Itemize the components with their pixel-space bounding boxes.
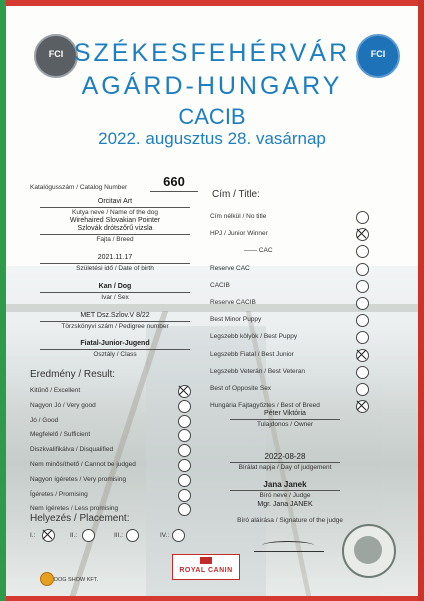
pedigree-value: MET Dsz.Szlov.V 8/22 — [80, 312, 150, 319]
royal-canin-text: ROYAL CANIN — [179, 567, 233, 574]
title-item-label: Legszebb Fiatal / Best Junior — [210, 350, 294, 358]
result-item-label: Jó / Good — [30, 416, 59, 424]
result-checkbox[interactable] — [178, 415, 191, 428]
title-item-label: Reserve CAC — [210, 264, 250, 272]
right-border — [418, 0, 424, 601]
title-checkbox[interactable] — [356, 245, 369, 258]
placement-checkbox[interactable] — [82, 529, 95, 542]
placement-item-label: IV.: — [160, 532, 170, 539]
judge-name-value: Jana Janek — [263, 480, 307, 489]
dog-name-label: Kutya neve / Name of the dog — [72, 209, 158, 216]
result-checkbox[interactable] — [178, 459, 191, 472]
header-show-type: CACIB — [178, 104, 246, 129]
dogshow-logo — [40, 572, 54, 586]
result-item-label: Nem minősíthető / Cannot be judged — [30, 461, 136, 468]
fci-logo-left: FCI — [34, 34, 78, 78]
judge-stamp: Mgr. Jana JANEK — [257, 501, 313, 508]
title-item-label: Best Minor Puppy — [210, 316, 262, 324]
result-checkbox-cross — [178, 385, 189, 396]
owner-value: Péter Viktória — [264, 410, 306, 417]
owner-line — [230, 419, 340, 420]
result-checkbox[interactable] — [178, 474, 191, 487]
header-date: 2022. augusztus 28. vasárnap — [98, 129, 326, 148]
seal-emblem — [354, 536, 382, 564]
dob-label: Születési idő / Date of birth — [76, 265, 154, 272]
result-item-label: Diszkvalifikálva / Disqualified — [30, 446, 114, 454]
class-label: Osztály / Class — [93, 351, 137, 358]
breed-value-en: Wirehaired Slovakian Pointer — [69, 217, 161, 224]
pedigree-label: Törzskönyvi szám / Pedigree number — [61, 323, 169, 330]
placement-item-label: I.: — [30, 532, 36, 539]
dog-name-line — [40, 207, 190, 208]
class-line — [40, 349, 190, 350]
title-item-label: HPJ / Junior Winner — [210, 230, 268, 238]
placement-checkbox-cross — [42, 529, 53, 540]
sex-label: Ivar / Sex — [101, 294, 129, 301]
pedigree-line — [40, 321, 190, 322]
catalog-number-value: 660 — [163, 174, 185, 189]
title-item-label: Legszebb kölyök / Best Puppy — [210, 333, 298, 341]
result-item-label: Nagyon Jó / Very good — [30, 401, 96, 409]
dog-name-value: Orcitavi Art — [97, 198, 133, 205]
catalog-number-line — [150, 191, 198, 192]
breed-label: Fajta / Breed — [96, 236, 134, 243]
catalog-number-label: Katalógusszám / Catalog Number — [30, 184, 128, 191]
result-item-label: Ígéretes / Promising — [30, 490, 88, 498]
royal-canin-logo — [172, 554, 240, 580]
title-checkbox-cross — [356, 349, 367, 360]
result-heading: Eredmény / Result: — [30, 369, 116, 380]
result-checkbox[interactable] — [178, 489, 191, 502]
placement-item-label: II.: — [70, 532, 78, 539]
certificate-sheet — [6, 6, 418, 596]
judgement-date-value: 2022-08-28 — [264, 452, 306, 461]
placement-checkbox[interactable] — [172, 529, 185, 542]
header-city: SZÉKESFEHÉRVÁR — [73, 39, 351, 67]
title-checkbox-cross — [356, 400, 367, 411]
title-heading: Cím / Title: — [212, 189, 260, 200]
title-checkbox[interactable] — [356, 383, 369, 396]
class-value: Fiatal-Junior-Jugend — [80, 340, 150, 347]
title-item-label: Legszebb Veterán / Best Veteran — [210, 367, 306, 375]
title-checkbox[interactable] — [356, 263, 369, 276]
title-checkbox[interactable] — [356, 211, 369, 224]
title-item-label: Hungária Fajtagyőztes / Best of Breed — [210, 402, 320, 410]
judge-name-line — [230, 490, 340, 491]
judgement-date-line — [230, 462, 340, 463]
placement-checkbox[interactable] — [126, 529, 139, 542]
result-item-label: Nem ígéretes / Less promising — [30, 505, 119, 513]
title-checkbox[interactable] — [356, 366, 369, 379]
title-item-label: —— CAC — [244, 247, 273, 255]
sex-value: Kan / Dog — [98, 283, 132, 290]
title-item-label: Best of Opposite Sex — [210, 385, 272, 392]
club-seal — [342, 524, 396, 578]
signature-label: Bíró aláírása / Signature of the judge — [237, 517, 343, 524]
title-item-label: Cím nélkül / No title — [210, 213, 267, 220]
placement-item-label: III.: — [114, 532, 124, 539]
title-item-label: CACIB — [210, 281, 230, 289]
dogshow-label: DOG SHOW KFT. — [54, 577, 98, 583]
fci-logo-right: FCI — [356, 34, 400, 78]
placement-heading: Helyezés / Placement: — [30, 513, 130, 524]
owner-label: Tulajdonos / Owner — [256, 421, 314, 428]
result-checkbox[interactable] — [178, 400, 191, 413]
judgement-date-label: Bírálat napja / Day of judgement — [238, 464, 332, 471]
dob-value: 2021.11.17 — [97, 254, 133, 261]
title-checkbox-cross — [356, 228, 367, 239]
result-item-label: Nagyon ígéretes / Very promising — [30, 475, 127, 483]
judge-name-label: Bíró neve / Judge — [259, 492, 311, 499]
breed-line — [40, 234, 190, 235]
title-checkbox[interactable] — [356, 280, 369, 293]
result-item-label: Megfelelő / Sufficient — [30, 431, 91, 439]
result-item-label: Kitűnő / Excellent — [30, 387, 81, 394]
header-location: AGÁRD-HUNGARY — [81, 72, 343, 100]
royal-canin-crown-icon — [200, 557, 212, 564]
title-checkbox[interactable] — [356, 297, 369, 310]
breed-value-hu: Szlovák drótszőrű vizsla — [77, 225, 153, 232]
judge-signature — [254, 539, 324, 552]
title-item-label: Reserve CACIB — [210, 299, 256, 306]
sex-line — [40, 292, 190, 293]
dob-line — [40, 263, 190, 264]
